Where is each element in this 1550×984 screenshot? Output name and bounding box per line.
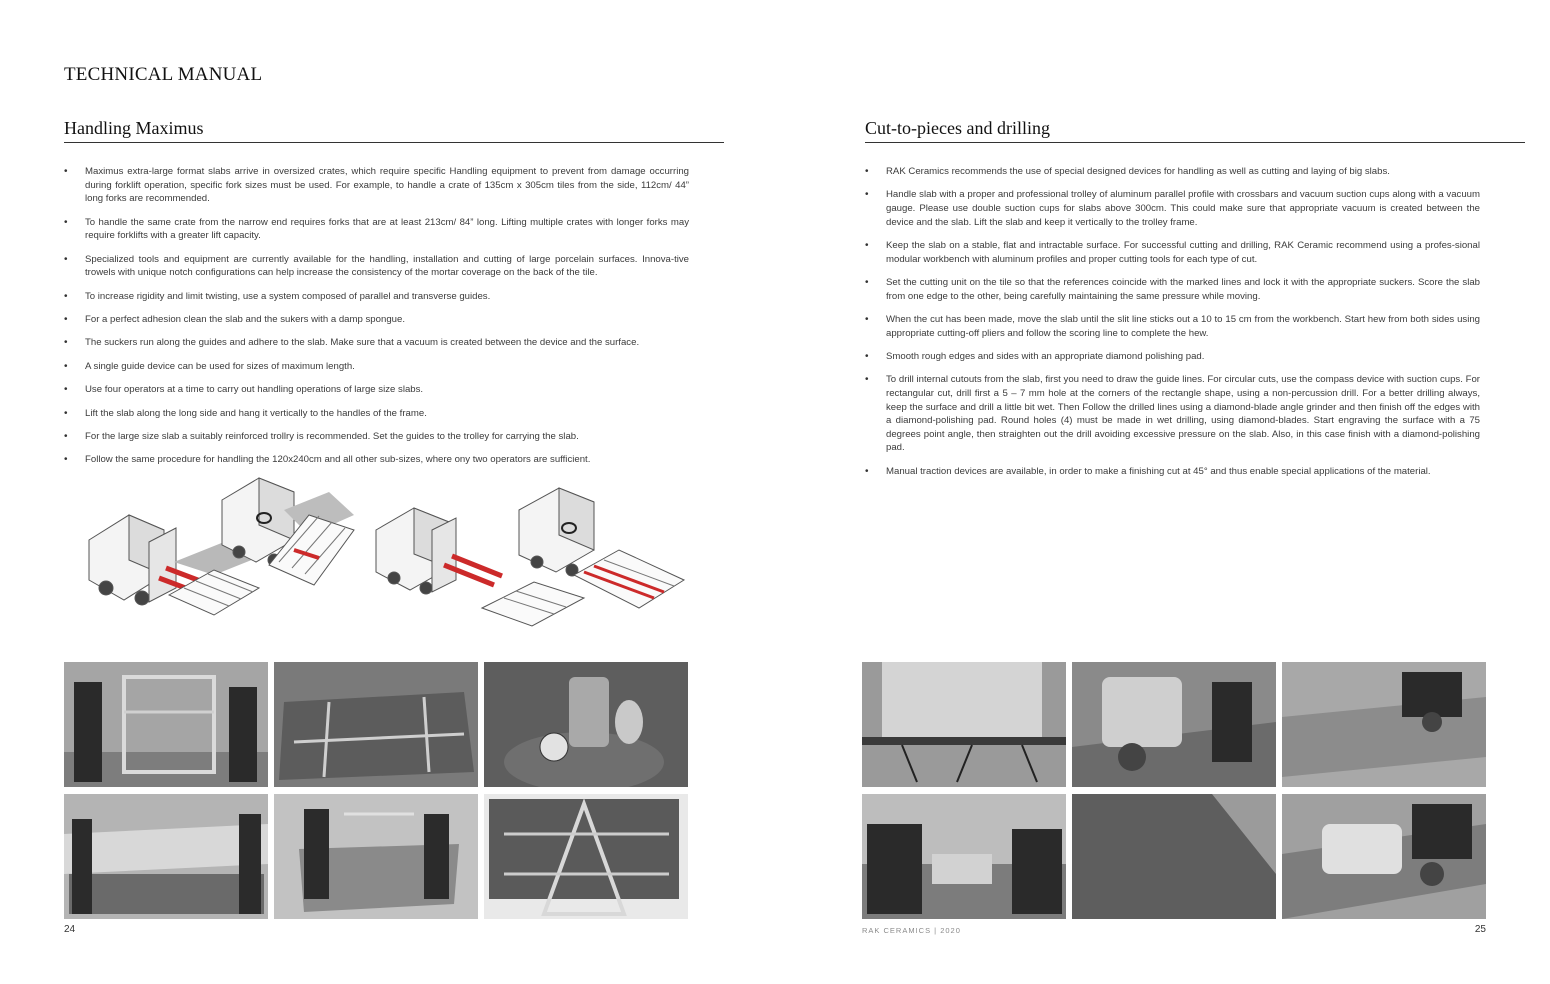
list-item: • To handle the same crate from the narrow end requires forks that are at least 213cm/ 84” long. Lifting multiple crates with longer forks may require forklifts with a greater lift capacity.	[64, 216, 689, 242]
list-item: • Smooth rough edges and sides with an appropriate diamond polishing pad.	[865, 350, 1205, 362]
bullet-icon: •	[865, 166, 869, 177]
handling-photo-grid	[64, 662, 688, 919]
bullet-icon: •	[865, 276, 869, 288]
list-item: • Set the cutting unit on the tile so that the references coincide with the marked lines and lock it with the appropriate suckers. Score the slab from one edge to the other, being carefully maintaining the same pressure while moving.	[865, 276, 1480, 302]
photo-slab-edge	[1072, 794, 1276, 919]
bullet-icon: •	[64, 430, 68, 442]
photo-slab-on-trolley	[484, 794, 688, 919]
list-item: • To drill internal cutouts from the slab, first you need to draw the guide lines. For circular cuts, use the compass device with suction cups. For rectangular cut, drill first a 5 – 7 mm hole at the corners of the rectangle shape, using a non-percussion drill. For a better drilling always, keep the surface and drill a little bit wet. Then Follow the drilled lines using a diamond-blade angle grinder and then finish off the edges with a diamond-polishing pad. Round holes (4) must be made in wet drilling, using diamond-blades. Start engraving the surface with a 75 degrees point angle, then straighten out the drill avoiding excessive pressure on the slab. Also, in this case finish with a diamond-polishing pad.	[865, 374, 1480, 454]
list-item: • For the large size slab a suitably reinforced trollry is recommended. Set the guides to the trolley for carrying the slab.	[64, 430, 579, 442]
list-item: • Lift the slab along the long side and hang it vertically to the handles of the frame.	[64, 407, 427, 419]
bullet-icon: •	[64, 384, 68, 396]
bullet-icon: •	[64, 454, 68, 466]
bullet-icon: •	[865, 350, 869, 362]
forklift-front-illustration	[222, 478, 354, 585]
photo-slab-on-guides	[274, 662, 478, 787]
bullet-icon: •	[865, 313, 869, 325]
list-item: • To increase rigidity and limit twisting, use a system composed of parallel and transverse guides.	[64, 290, 491, 302]
photo-cutting-unit	[1072, 662, 1276, 787]
page-title: TECHNICAL MANUAL	[64, 64, 263, 85]
photo-workbench	[862, 662, 1066, 787]
forklift-diagram	[64, 470, 724, 650]
bullet-icon: •	[865, 374, 869, 386]
photo-team-carrying-slab	[64, 794, 268, 919]
list-item: • Handle slab with a proper and professional trolley of aluminum parallel profile with crossbars and vacuum suction cups along with a vacuum gauge. Please use double suction cups for slabs above 300cm. This could make sure that appropriate vacuum is created between the device and the slab. Lift the slab and keep it vertically to the trolley frame.	[865, 189, 1480, 228]
photo-angle-grinder	[1282, 794, 1486, 919]
bullet-icon: •	[865, 465, 869, 477]
photo-vacuum-suction-cup	[484, 662, 688, 787]
page-number-right: 25	[1474, 924, 1486, 935]
list-item: • A single guide device can be used for sizes of maximum length.	[64, 360, 355, 372]
list-item: • The suckers run along the guides and adhere to the slab. Make sure that a vacuum is created between the device and the surface.	[64, 337, 640, 349]
photo-slab-tilted	[274, 794, 478, 919]
list-item: • Use four operators at a time to carry out handling operations of large size slabs.	[64, 384, 424, 396]
list-item: • Follow the same procedure for handling the 120x240cm and all other sub-sizes, where ony two operators are sufficient.	[64, 454, 591, 466]
section-heading-cutting: Cut-to-pieces and drilling	[865, 118, 1525, 143]
bullet-icon: •	[865, 239, 869, 251]
bullet-icon: •	[64, 166, 68, 177]
handling-bullet-list	[64, 165, 689, 477]
list-item: • When the cut has been made, move the slab until the slit line sticks out a 10 to 15 cm from the workbench. Start hew from both sides using appropriate cutting-off pliers and follow the scoring line to complete the hew.	[865, 313, 1480, 339]
list-item: • For a perfect adhesion clean the slab and the sukers with a damp spongue.	[64, 313, 405, 325]
photo-cutting-pliers	[862, 794, 1066, 919]
bullet-icon: •	[64, 360, 68, 372]
list-item: • Specialized tools and equipment are currently available for the handling, installation and cutting of large porcelain surfaces. Innova-tive trowels with unique notch configurations can help increase the consistency of the mortar coverage on the back of the tile.	[64, 253, 689, 279]
list-item: • RAK Ceramics recommends the use of special designed devices for handling as well as cutting and laying of big slabs.	[865, 166, 1390, 177]
bullet-icon: •	[64, 313, 68, 325]
cutting-photo-grid	[862, 662, 1486, 919]
photo-operators-lifting-frame	[64, 662, 268, 787]
page-number-left: 24	[64, 924, 76, 935]
bullet-icon: •	[64, 290, 68, 302]
cutting-bullet-list	[865, 165, 1480, 488]
bullet-icon: •	[64, 253, 68, 265]
section-heading-handling: Handling Maximus	[64, 118, 724, 143]
bullet-icon: •	[64, 407, 68, 419]
list-item: • Maximus extra-large format slabs arrive in oversized crates, which require specific Handling equipment to prevent from damage occurring during forklift operation, specific fork sizes must be used. For example, to handle a crate of 135cm x 305cm tiles from the side, 112cm/ 44” long forks are recommended.	[64, 166, 689, 205]
list-item: • Keep the slab on a stable, flat and intractable surface. For successful cutting and drilling, RAK Ceramic recommend using a profes-sional modular workbench with aluminum profiles and proper cutting tools for each type of cut.	[865, 239, 1480, 265]
list-item: • Manual traction devices are available, in order to make a finishing cut at 45° and thus enable special applications of the material.	[865, 465, 1431, 477]
bullet-icon: •	[64, 337, 68, 349]
bullet-icon: •	[865, 189, 869, 201]
photo-scoring-tool	[1282, 662, 1486, 787]
bullet-icon: •	[64, 216, 68, 228]
brand-footer: RAK CERAMICS | 2020	[862, 926, 961, 935]
